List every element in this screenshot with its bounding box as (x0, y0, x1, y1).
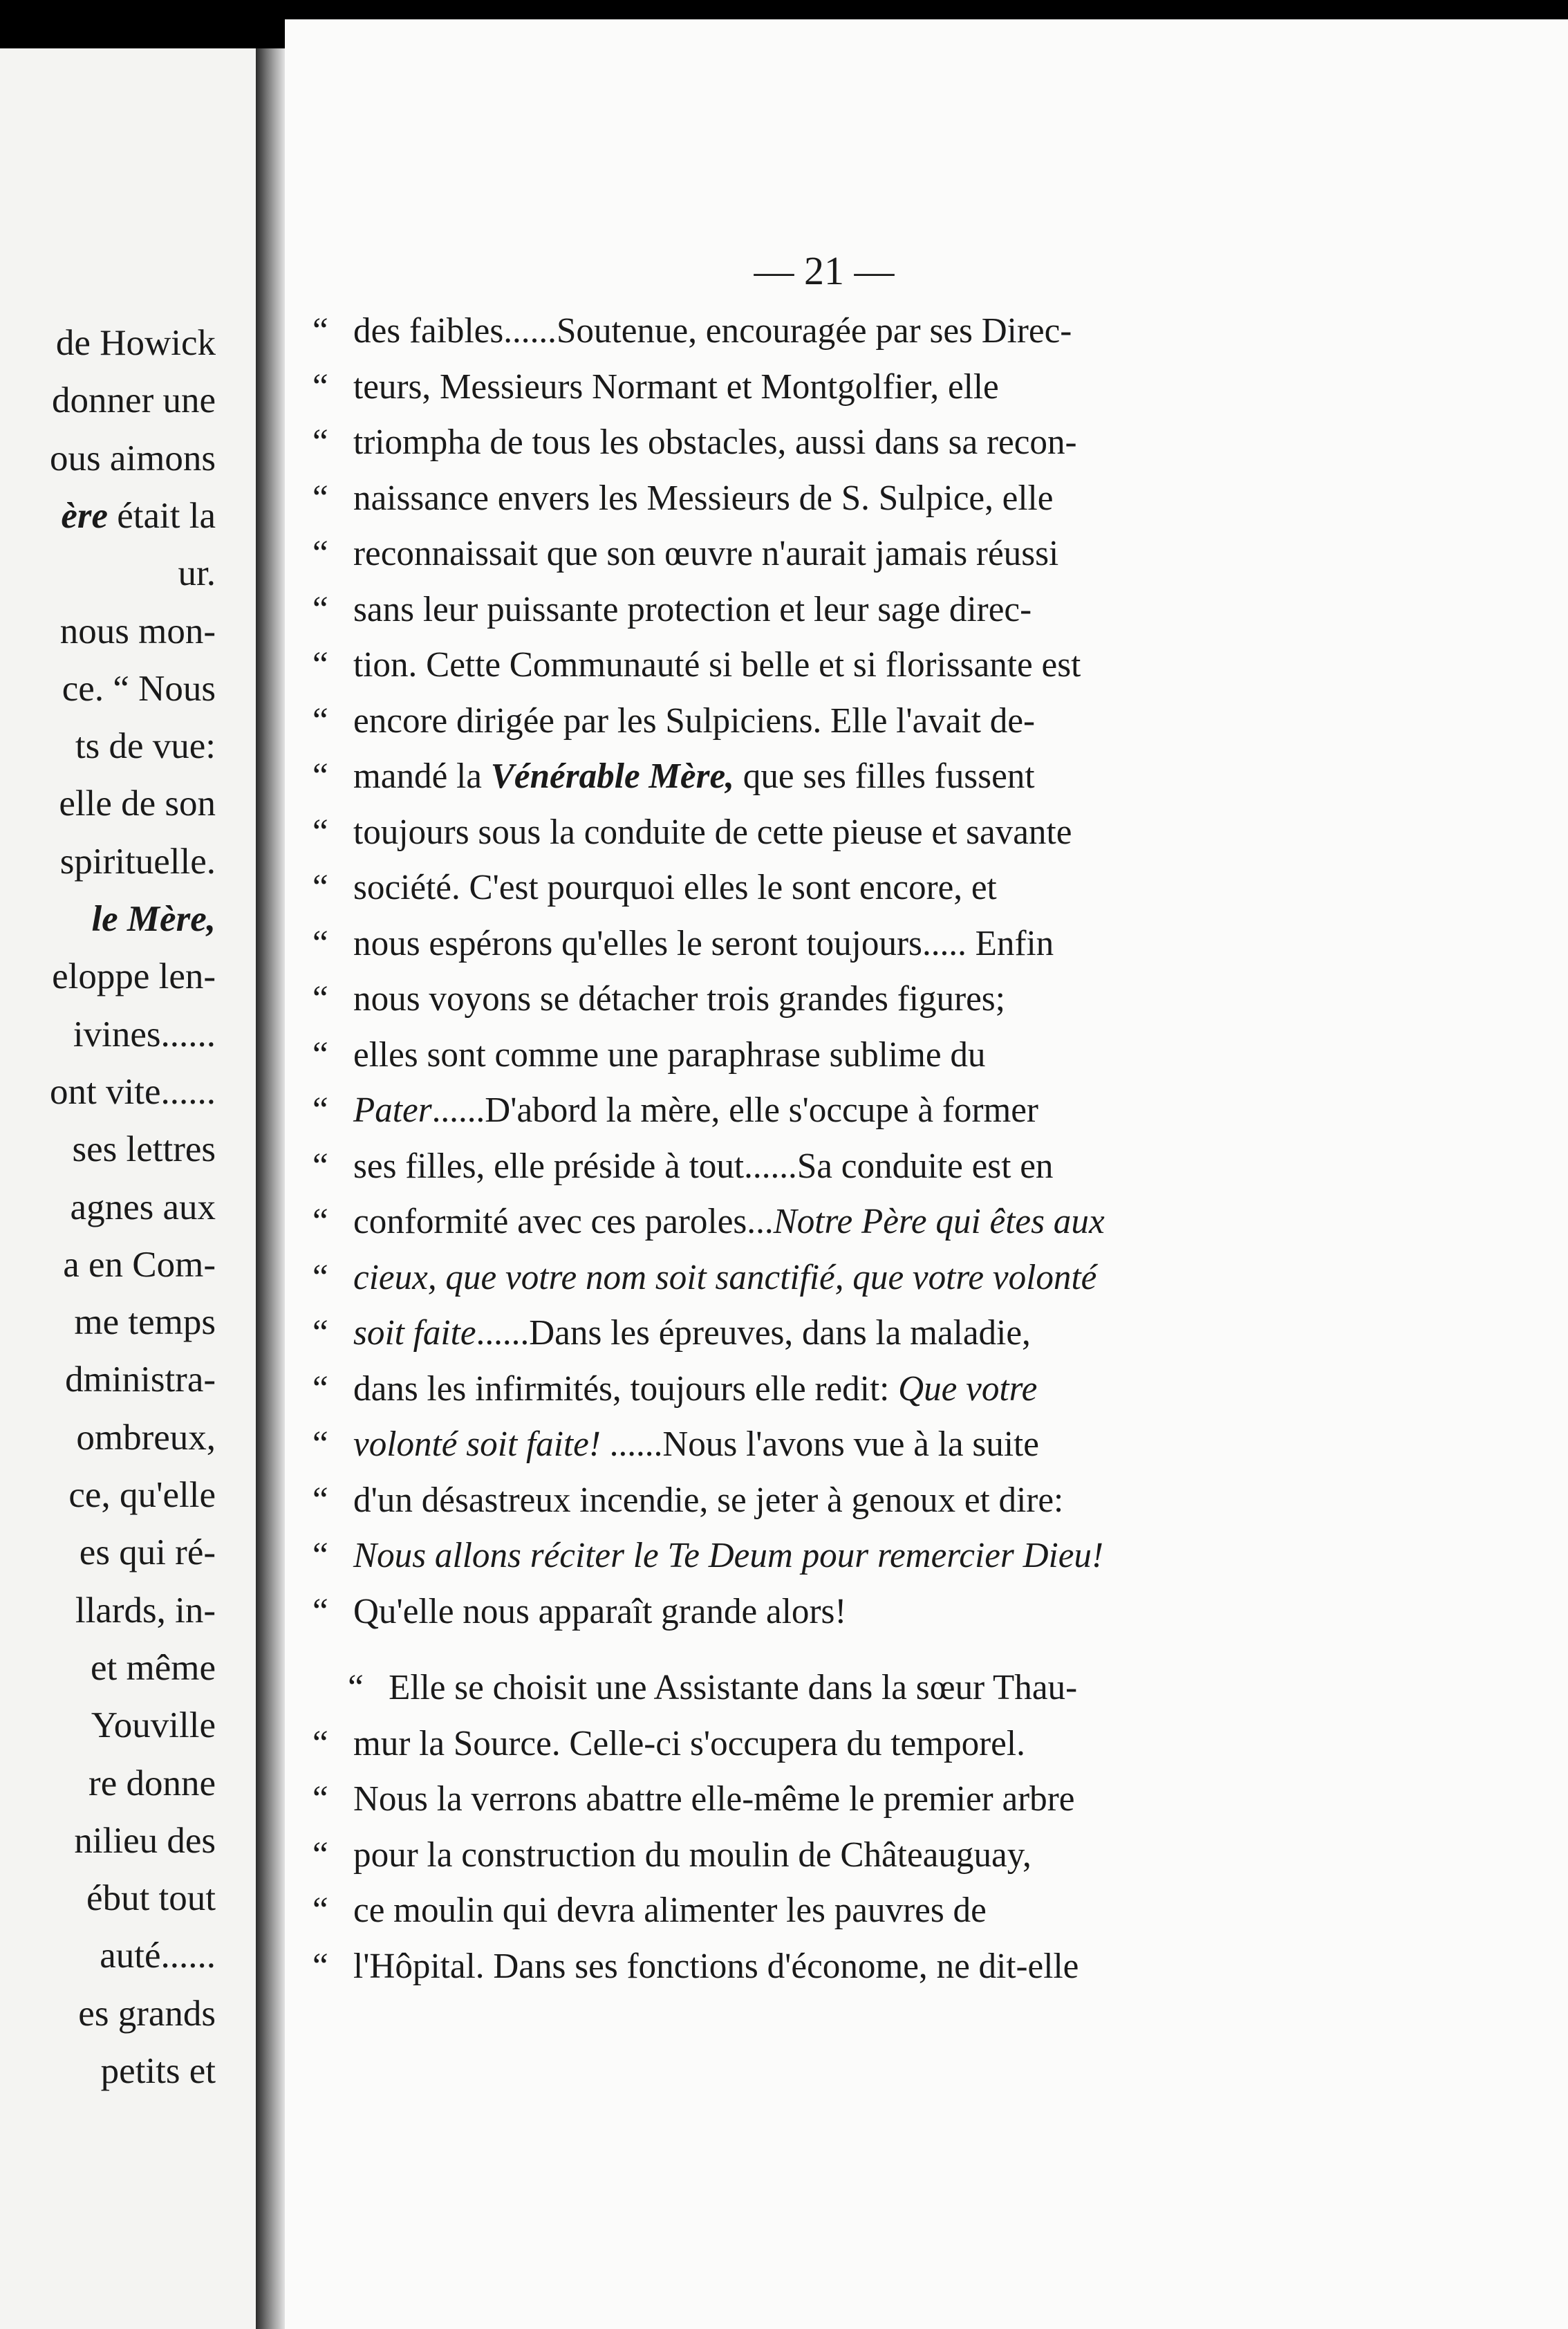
text-span: Que votre (898, 1368, 1038, 1409)
text-span: nous espérons qu'elles le seront toujours..... Enfin (353, 923, 1054, 963)
left-text-span: le Mère, (91, 899, 216, 939)
left-text-line (86, 1880, 216, 1917)
quote-mark: “ (312, 1034, 328, 1075)
left-text-line (50, 440, 216, 477)
text-line (312, 1257, 1536, 1297)
left-text-line (71, 1189, 216, 1226)
text-line (312, 1427, 1536, 1463)
left-text-span: agnes aux (70, 1187, 216, 1227)
text-line (312, 1670, 1536, 1706)
text-line (312, 647, 1536, 683)
left-text-line (75, 728, 216, 765)
left-text-line (91, 1707, 216, 1744)
left-text-span: nilieu des (74, 1820, 216, 1861)
text-span: encore dirigée par les Sulpiciens. Elle l'avait de- (353, 700, 1036, 741)
text-line (312, 1946, 1536, 1986)
text-span: ses filles, elle préside à tout......Sa conduite est en (353, 1146, 1054, 1186)
text-span: d'un désastreux incendie, se jeter à genoux et dire: (353, 1480, 1064, 1520)
page-number: — 21 — (754, 248, 895, 293)
text-line (312, 1368, 1536, 1409)
quote-mark: “ (312, 478, 328, 518)
quote-mark: “ (312, 1946, 328, 1986)
quote-mark: “ (312, 1480, 328, 1520)
text-line (312, 478, 1536, 518)
left-text-line (80, 1534, 216, 1571)
text-span: cieux, que votre nom soit sanctifié, que votre volonté (353, 1257, 1097, 1297)
text-span: teurs, Messieurs Normant et Montgolfier, elle (353, 366, 999, 407)
left-text-line (91, 1647, 216, 1688)
left-page (0, 48, 256, 2329)
left-text-line (68, 1477, 216, 1514)
text-span: mur la Source. Celle-ci s'occupera du temporel. (353, 1723, 1025, 1763)
left-text-line (74, 1820, 216, 1861)
text-line (312, 1093, 1536, 1129)
text-span: Qu'elle nous apparaît grande alors! (353, 1591, 847, 1631)
text-line (312, 1781, 1536, 1817)
quote-mark: “ (312, 1591, 328, 1631)
text-line (312, 812, 1536, 852)
quote-mark: “ (312, 1146, 328, 1186)
left-text-line (62, 668, 216, 709)
left-text-span: ère (61, 495, 109, 536)
text-span: Pater (353, 1091, 432, 1130)
left-text-span: eloppe len- (52, 956, 216, 997)
text-line (312, 1723, 1536, 1763)
quote-mark: “ (312, 1091, 328, 1130)
left-text-span: es qui ré- (79, 1532, 216, 1573)
left-text-span: llards, in- (75, 1590, 216, 1631)
left-text-line (78, 1993, 216, 2034)
text-line (312, 1591, 1536, 1631)
text-span: toujours sous la conduite de cette pieuse et savante (353, 812, 1072, 852)
left-text-span: ébut tout (86, 1878, 216, 1919)
left-text-line (88, 1765, 216, 1802)
quote-mark: “ (312, 1891, 328, 1930)
left-text-line (61, 495, 216, 536)
text-span: Vénérable Mère, (490, 757, 734, 796)
text-line (312, 1893, 1536, 1929)
quote-mark: “ (312, 366, 328, 407)
quote-mark: “ (312, 1779, 328, 1819)
quote-mark: “ (312, 589, 328, 629)
text-line (312, 1837, 1536, 1873)
text-line (312, 923, 1536, 963)
text-line (312, 700, 1536, 741)
left-text-span: petits et (100, 2051, 216, 2091)
left-text-span: ombreux, (76, 1417, 216, 1458)
left-text-line (52, 382, 216, 419)
quote-mark: “ (312, 1723, 328, 1763)
quote-mark: “ (312, 757, 328, 796)
text-line (312, 1146, 1536, 1186)
right-page (285, 19, 1568, 2329)
left-text-span: ts de vue: (75, 726, 216, 767)
left-text-span: et même (91, 1647, 216, 1688)
left-text-span: auté...... (100, 1936, 216, 1976)
quote-mark: “ (312, 1202, 328, 1241)
left-text-line (72, 1131, 216, 1168)
text-span: ......D'abord la mère, elle s'occupe à former (431, 1091, 1038, 1130)
text-span: pour la construction du moulin de Châteauguay, (353, 1835, 1032, 1875)
left-text-span: de Howick (55, 323, 216, 363)
left-text-span: ur. (178, 553, 216, 594)
left-text-span: ses lettres (72, 1129, 216, 1170)
quote-mark: “ (312, 645, 328, 685)
text-span: dans les infirmités, toujours elle redit: (353, 1368, 899, 1409)
left-text-span: elle de son (59, 783, 216, 824)
quote-mark: “ (312, 1425, 328, 1464)
left-text-line (76, 1417, 216, 1458)
text-span: triompha de tous les obstacles, aussi dans sa recon- (353, 423, 1077, 462)
quote-mark: “ (348, 1668, 364, 1707)
text-span: que ses filles fussent (734, 757, 1035, 796)
text-span: sans leur puissante protection et leur sage direc- (353, 589, 1032, 629)
left-text-span: nous mon- (59, 611, 216, 651)
text-line (312, 1480, 1536, 1520)
text-line (312, 870, 1536, 906)
text-span: Elle se choisit une Assistante dans la sœur Thau- (389, 1668, 1078, 1707)
text-span: ......Dans les épreuves, dans la maladie, (476, 1313, 1031, 1353)
quote-mark: “ (312, 700, 328, 741)
left-text-span: dministra- (65, 1360, 216, 1400)
text-span: soit faite (353, 1313, 476, 1353)
quote-mark: “ (312, 534, 328, 573)
text-span: conformité avec ces paroles... (353, 1202, 774, 1241)
text-span: ce moulin qui devra alimenter les pauvres de (353, 1891, 987, 1930)
text-span: tion. Cette Communauté si belle et si florissante est (353, 645, 1081, 685)
quote-mark: “ (312, 311, 328, 351)
left-text-span: re donne (88, 1763, 216, 1803)
text-line (312, 759, 1536, 795)
text-span: l'Hôpital. Dans ses fonctions d'économe, ne dit-elle (353, 1946, 1079, 1986)
text-span: mandé la (353, 757, 491, 796)
text-span: naissance envers les Messieurs de S. Sulpice, elle (353, 478, 1054, 518)
text-line (312, 1315, 1536, 1351)
text-line (312, 1204, 1536, 1240)
left-text-span: donner une (52, 380, 216, 421)
left-text-span: ce, qu'elle (68, 1475, 216, 1515)
left-text-line (56, 325, 216, 362)
text-span: Nous allons réciter le Te Deum pour remercier Dieu! (353, 1536, 1104, 1575)
left-text-line (65, 1362, 216, 1398)
quote-mark: “ (312, 923, 328, 963)
left-text-span: était la (108, 495, 216, 536)
text-span: nous voyons se détacher trois grandes figures; (353, 979, 1005, 1019)
left-text-line (60, 613, 216, 650)
quote-mark: “ (312, 812, 328, 852)
left-text-line (74, 1304, 216, 1341)
left-text-span: spirituelle. (59, 841, 216, 882)
left-text-line (101, 2053, 216, 2090)
left-text-line (63, 1244, 216, 1285)
left-text-line (91, 901, 216, 938)
quote-mark: “ (312, 1368, 328, 1409)
left-text-line (59, 783, 216, 824)
quote-mark: “ (312, 423, 328, 462)
quote-mark: “ (312, 1835, 328, 1875)
text-line (312, 425, 1536, 461)
text-span: elles sont comme une paraphrase sublime du (353, 1034, 986, 1075)
text-line (312, 366, 1536, 407)
left-text-span: ce. “ Nous (62, 668, 216, 709)
text-span: Notre Père qui êtes aux (773, 1202, 1105, 1241)
quote-mark: “ (312, 1536, 328, 1575)
left-text-span: a en Com- (63, 1244, 216, 1285)
text-span: volonté soit faite! (353, 1425, 601, 1464)
left-text-span: me temps (74, 1302, 216, 1343)
quote-mark: “ (312, 979, 328, 1019)
left-text-span: ivines...... (73, 1014, 216, 1055)
text-line (312, 313, 1536, 349)
left-text-line (100, 1938, 216, 1974)
left-text-line (178, 555, 216, 592)
text-line (312, 1538, 1536, 1574)
text-span: société. C'est pourquoi elles le sont encore, et (353, 868, 997, 907)
text-line (312, 1034, 1536, 1075)
text-line (312, 536, 1536, 572)
text-line (312, 589, 1536, 629)
quote-mark: “ (312, 1257, 328, 1297)
left-text-span: es grands (78, 1993, 216, 2034)
quote-mark: “ (312, 1313, 328, 1353)
text-line (312, 981, 1536, 1017)
left-text-line (59, 841, 216, 882)
left-text-span: Youville (91, 1705, 216, 1746)
left-text-line (73, 1014, 216, 1055)
quote-mark: “ (312, 868, 328, 907)
text-span: des faibles......Soutenue, encouragée par ses Direc- (353, 311, 1072, 351)
left-text-span: ous aimons (50, 438, 216, 479)
left-text-span: ont vite...... (50, 1071, 216, 1112)
book-gutter (256, 48, 285, 2329)
left-text-line (52, 958, 216, 995)
text-span: reconnaissait que son œuvre n'aurait jamais réussi (353, 534, 1059, 573)
left-text-line (50, 1071, 216, 1112)
text-span: Nous la verrons abattre elle-même le premier arbre (353, 1779, 1075, 1819)
text-span: ......Nous l'avons vue à la suite (600, 1425, 1039, 1464)
left-text-line (75, 1590, 216, 1631)
